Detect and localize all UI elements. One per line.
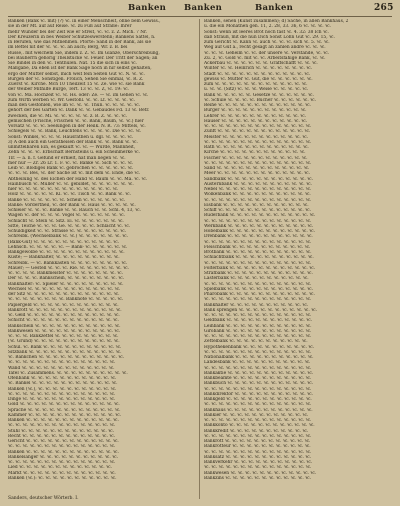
text-line: Lehnsch. ꝛc. ꝛc. ꝛc. ꝛc. ꝛc. — Bank- ꝛc. ꝛc. ꝛc. ꝛc. ꝛc. ꝛc. (8, 244, 128, 250)
text-line: ꝛc. ꝛc. ꝛc. Geheim ꝛc. ꝛc. der unsere ꝛc. Verstände, ꝛc. ꝛc. (204, 50, 330, 56)
text-line: Hainbusch ꝛc. Müller ꝛc. ꝛc. gebildet, ꝛc. ꝛc. ꝛc. ꝛc. ꝛc. ꝛc. (8, 181, 134, 187)
text-line: Eisbank ꝛc. ꝛc. ꝛc. ꝛc. ꝛc. ꝛc. ꝛc. ꝛc. ꝛc. ꝛc. ꝛc. ꝛc. (204, 202, 309, 208)
text-line: Werkbank ꝛc. ꝛc. ꝛc. ꝛc. ꝛc. ꝛc. ꝛc. ꝛc. ꝛc. ꝛc. ꝛc. ꝛc. (204, 223, 314, 229)
text-line: Bankschein ꝛc. ꝛc. ꝛc. ꝛc. ꝛc. ꝛc. ꝛc. ꝛc. ꝛc. ꝛc. ꝛc. ꝛc. (8, 323, 121, 329)
text-line: Rath ꝛc. ꝛc. ꝛc. ꝛc. ꝛc. ꝛc. ꝛc. ꝛc. ꝛc. ꝛc. ꝛc. ꝛc. ꝛc. (204, 145, 309, 150)
text-line: ꝛc. ꝛc. ꝛc. ꝛc. ꝛc. ꝛc. ꝛc. ꝛc. ꝛc. ꝛc. ꝛc. ꝛc. ꝛc. ꝛc. ꝛc. (8, 460, 116, 465)
text-line: Bankverkehr ꝛc. ꝛc. ꝛc. ꝛc. ꝛc. ꝛc. ꝛc. ꝛc. ꝛc. ꝛc. ꝛc. (204, 460, 313, 465)
text-line: Banken (ꝛc.), ꝛc. ꝛc. ꝛc. ꝛc. ꝛc. ꝛc. ꝛc. ꝛc. ꝛc. ꝛc. ꝛc. (8, 386, 117, 392)
text-line: Stadt ꝛc. ꝛc. ꝛc. ꝛc. ꝛc. ꝛc. ꝛc. ꝛc. ꝛc. ꝛc. ꝛc. ꝛc. ꝛc. (204, 71, 311, 77)
text-line: Tafel ꝛc. Zusammens. ꝛc. ꝛc. ꝛc. ꝛc. ꝛc. ꝛc. ꝛc. ꝛc. ꝛc. ꝛc. (8, 370, 128, 376)
page-number: 265 (374, 3, 394, 13)
text-line: Winter ꝛc. ꝛc. Heinrich ꝛc. ꝛc. ꝛc. ꝛc. ꝛc. ꝛc. ꝛc. ꝛc. (204, 66, 313, 72)
text-line: Hypothekenbank ꝛc. ꝛc. ꝛc. ꝛc. ꝛc. ꝛc. ꝛc. ꝛc. ꝛc. ꝛc. (204, 344, 315, 350)
text-line: Papiergeld ꝛc. ꝛc. ꝛc. ꝛc. ꝛc. ꝛc. ꝛc. ꝛc. ꝛc. ꝛc. ꝛc. ꝛc. (8, 302, 119, 308)
text-line: Häuser ꝛc. ꝛc. ꝛc. ꝛc. ꝛc. ꝛc. ꝛc. ꝛc. ꝛc. ꝛc. ꝛc. ꝛc. (204, 118, 308, 124)
text-line: Bankbuch ꝛc. ꝛc. ꝛc. ꝛc. ꝛc. ꝛc. ꝛc. ꝛc. ꝛc. ꝛc. ꝛc. ꝛc. (204, 381, 314, 387)
text-line: Banksatz ꝛc. ꝛc. ꝛc. ꝛc. ꝛc. ꝛc. ꝛc. ꝛc. ꝛc. ꝛc. ꝛc. ꝛc. (204, 454, 312, 460)
text-line: zum Gericht ꝛc. Kann ꝛc. auch ꝛc. ꝛc. ꝛc. sich ꝛc. 5. ꝛc. ꝛc. (204, 40, 330, 45)
text-line: Bänken ꝛc. ꝛc. ꝛc. ꝛc. ꝛc. ꝛc. ꝛc. ꝛc. ꝛc. ꝛc. ꝛc. ꝛc. ꝛc. (8, 449, 119, 455)
text-line: Bankelsänger ꝛc. ꝛc. ꝛc. ꝛc. ꝛc. ꝛc. ꝛc. ꝛc. ꝛc. ꝛc. ꝛc. (8, 454, 119, 460)
text-line: Vorsatz ꝛc. ꝛc. ꝛc. Seelungen in der Heilk. N. R. 73: Mittels, ꝛc. (8, 124, 146, 129)
text-line: zum Wirth werben ꝛc. Wr. Gestohl. ꝛc. ꝛc. Lf. ꝛc. ꝛc. ꝛc. ꝛc. (8, 97, 135, 103)
text-line: Bänke ꝛc. ꝛc. ꝛc. ꝛc. ꝛc. ꝛc. Schein ꝛc. ꝛc. ꝛc. ꝛc. ꝛc. ꝛc. (8, 197, 126, 203)
text-line: Burgen der ꝛc. Sonstigen. Frölich, Sehen Sie einmal, ꝛc. R. Z. (8, 76, 144, 82)
text-line: Zuerst ꝛc. Kirche. Mch 10 Theilzeit 15 ꝛc. Ze. wie ꝛc. sie Bank (8, 82, 145, 87)
text-line: Bankhalter: ꝛc. Spieler ꝛc. ꝛc. ꝛc. ꝛc. ꝛc. ꝛc. ꝛc. ꝛc. ꝛc. (8, 281, 124, 287)
text-line: ꝛc. ꝛc. ꝛc. ꝛc. ꝛc. ꝛc. ꝛc. ꝛc. ꝛc. ꝛc. ꝛc. ꝛc. ꝛc. ꝛc. ꝛc. (204, 465, 312, 471)
text-line: Stuhl ꝛc. ꝛc. ꝛc. ꝛc. ꝛc. ꝛc. ꝛc. ꝛc. ꝛc. ꝛc. ꝛc. ꝛc. ꝛc. (8, 428, 114, 434)
text-line: u. ꝛc. ꝛc. (Sitz) ꝛc. ꝛc. ꝛc. Weise ꝛc. ꝛc. ꝛc. ꝛc. ꝛc. (204, 87, 309, 93)
text-line: ꝛc. ꝛc. ꝛc. ꝛc. ꝛc. ꝛc. ꝛc. ꝛc. ꝛc. ꝛc. ꝛc. ꝛc. ꝛc. ꝛc. ꝛc. (204, 386, 312, 392)
text-line: Sand ꝛc. ꝛc. ꝛc. ꝛc. ꝛc. ꝛc. ꝛc. ꝛc. ꝛc. ꝛc. ꝛc. ꝛc. ꝛc. (204, 166, 310, 171)
text-line: Girobank ꝛc. ꝛc. ꝛc. ꝛc. ꝛc. ꝛc. ꝛc. ꝛc. ꝛc. ꝛc. ꝛc. ꝛc. (204, 328, 312, 334)
text-line: Austernbank ꝛc. ꝛc. ꝛc. ꝛc. ꝛc. ꝛc. ꝛc. ꝛc. ꝛc. ꝛc. ꝛc. (204, 181, 312, 187)
text-line: Sprache ꝛc. ꝛc. ꝛc. ꝛc. ꝛc. ꝛc. ꝛc. ꝛc. ꝛc. ꝛc. ꝛc. ꝛc. ꝛc. (8, 407, 121, 413)
text-line: Kirche ꝛc. ꝛc. ꝛc. ꝛc. ꝛc. ꝛc. ꝛc. ꝛc. ꝛc. ꝛc. ꝛc. ꝛc. (204, 150, 306, 156)
text-line: Dinge ꝛc. ꝛc. ꝛc. ꝛc. ꝛc. ꝛc. ꝛc. ꝛc. ꝛc. ꝛc. ꝛc. ꝛc. ꝛc. (8, 397, 116, 402)
text-line: Schlachtbank ꝛc. ꝛc. ꝛc. ꝛc. ꝛc. ꝛc. ꝛc. ꝛc. ꝛc. ꝛc. ꝛc. (204, 255, 314, 261)
text-line: ꝛc. ꝛc. ꝛc. ꝛc. ꝛc. ꝛc. ꝛc. ꝛc. ꝛc. ꝛc. ꝛc. ꝛc. ꝛc. ꝛc. ꝛc. (204, 334, 312, 339)
text-line: Brotbank ꝛc. ꝛc. ꝛc. ꝛc. ꝛc. ꝛc. ꝛc. ꝛc. ꝛc. ꝛc. ꝛc. ꝛc. (204, 250, 312, 255)
text-line: mer nur — Zr. 26 Lr. 1. F. ꝛc. ꝛc. Bänke ꝛc. Sich ꝛc. ꝛc. ꝛc. (8, 160, 134, 166)
text-line: ꝛc. ꝛc. ꝛc. ꝛc. ꝛc. ꝛc. ꝛc. ꝛc. ꝛc. ꝛc. ꝛc. ꝛc. ꝛc. ꝛc. ꝛc. (204, 349, 312, 355)
text-line: ꝛc. ꝛc. ꝛc. ꝛc. ꝛc. ꝛc. ꝛc. ꝛc. Banknote ꝛc. ꝛc. ꝛc. ꝛc. ꝛc. (8, 297, 124, 303)
text-column-right (204, 19, 392, 497)
text-line: Meister ꝛc. ꝛc. ꝛc. ꝛc. ꝛc. ꝛc. ꝛc. ꝛc. ꝛc. ꝛc. ꝛc. ꝛc. (204, 134, 309, 140)
text-line: Bankhaus ꝛc. ꝛc. ꝛc. ꝛc. ꝛc. ꝛc. ꝛc. ꝛc. ꝛc. ꝛc. ꝛc. ꝛc. (204, 407, 313, 413)
text-line: Bankgewölbe ꝛc. ꝛc. ꝛc. ꝛc. ꝛc. ꝛc. ꝛc. ꝛc. ꝛc. ꝛc. ꝛc. ꝛc. (8, 250, 125, 255)
text-line: Bankbeamte ꝛc. ꝛc. ꝛc. ꝛc. ꝛc. ꝛc. ꝛc. ꝛc. ꝛc. ꝛc. ꝛc. (204, 376, 312, 381)
text-line: Bankier ꝛc. ꝛc. ꝛc. ꝛc. ꝛc. ꝛc. ꝛc. ꝛc. ꝛc. ꝛc. ꝛc. ꝛc. (204, 412, 309, 418)
text-line: Zu. 2, ꝛc. Gold ꝛc. mit ꝛc. ꝛc. Arbeitsfähige Bank, ꝛc. ꝛc. (204, 55, 326, 61)
text-line: Schiff ꝛc. ꝛc. ꝛc. ꝛc. ꝛc. ꝛc. ꝛc. ꝛc. ꝛc. ꝛc. ꝛc. ꝛc. ꝛc. (204, 208, 311, 213)
text-line: Bankhalter ꝛc. ꝛc. ꝛc. ꝛc. ꝛc. ꝛc. ꝛc. ꝛc. ꝛc. ꝛc. ꝛc. (204, 302, 309, 308)
text-line: ꝛc. ꝛc. ꝛc. Bes, ꝛc. der Sache ist ꝛc. mit dem ꝛc. Ende, die ꝛc. (8, 171, 141, 177)
text-line: Banken (Bank ꝛc. mit) (?) ꝛc. in einer Menschheit, ohne bem Gewiss., (8, 19, 161, 24)
text-line: ꝛc. Bänkel ꝛc. ꝛc. ꝛc. ꝛc. ꝛc. ꝛc. ꝛc. ꝛc. ꝛc. ꝛc. ꝛc. ꝛc. (8, 381, 118, 387)
text-line: Bankzins ꝛc. ꝛc. ꝛc. ꝛc. ꝛc. ꝛc. ꝛc. ꝛc. ꝛc. ꝛc. ꝛc. ꝛc. (204, 475, 311, 481)
text-line: ꝛc. ꝛc. ꝛc. ꝛc. ꝛc. ꝛc. ꝛc. ꝛc. ꝛc. ꝛc. ꝛc. ꝛc. ꝛc. ꝛc. ꝛc. (204, 124, 312, 129)
text-line: Wolkenbank ꝛc. ꝛc. ꝛc. ꝛc. ꝛc. ꝛc. ꝛc. ꝛc. ꝛc. ꝛc. ꝛc. (204, 192, 311, 198)
text-line: u. die ein Monathen gen. 11, 2. 28, 33. 36, 6 ꝛc. ꝛc. ꝛc. ꝛc. (204, 24, 331, 30)
text-line: Sitzbank ꝛc. ꝛc. ꝛc. ꝛc. ꝛc. ꝛc. ꝛc. ꝛc. ꝛc. ꝛc. ꝛc. ꝛc. ꝛc. (8, 349, 122, 355)
text-line: sie in der Mt. auf auf Reise. ꝛc. zu Fuß auf Straße: Ihrer (8, 24, 132, 30)
text-line: Abtheilung ꝛc. des Eichen der Hand ꝛc. Baum ꝛc. ꝛc. Ma. ꝛc. ꝛc. (8, 176, 148, 182)
text-line: Sie Bindel in den ꝛc. Tenthulen. Nat. 15 die sich in eins ꝛc. (8, 61, 137, 66)
text-line: ꝛc. Schule ꝛc. ꝛc. ꝛc. ꝛc. Bücher ꝛc. ꝛc. ꝛc. ꝛc. ꝛc. ꝛc. (204, 97, 316, 103)
text-line: Wand ꝛc. ꝛc. ꝛc. ꝛc. ꝛc. ꝛc. ꝛc. ꝛc. ꝛc. ꝛc. ꝛc. ꝛc. ꝛc. (8, 365, 115, 371)
text-line: Sandbank ꝛc. ꝛc. ꝛc. ꝛc. ꝛc. ꝛc. ꝛc. ꝛc. ꝛc. ꝛc. ꝛc. ꝛc. (204, 176, 313, 182)
text-line: Bankrotteur ꝛc. ꝛc. ꝛc. ꝛc. ꝛc. ꝛc. ꝛc. ꝛc. ꝛc. ꝛc. ꝛc. (204, 444, 311, 450)
text-line: hier ꝛc. ꝛc. ꝛc. ꝛc. ꝛc. ꝛc. ꝛc. ꝛc. ꝛc. ꝛc. ꝛc. ꝛc. ꝛc. ꝛc. (8, 187, 119, 192)
text-line: ꝛc. ꝛc. ꝛc. ꝛc. ꝛc. ꝛc. ꝛc. ꝛc. ꝛc. ꝛc. ꝛc. ꝛc. ꝛc. ꝛc. ꝛc. (8, 423, 116, 429)
text-line: Markt ꝛc. ꝛc. ꝛc. ꝛc. ꝛc. ꝛc. ꝛc. ꝛc. ꝛc. ꝛc. ꝛc. ꝛc. ꝛc. (8, 470, 116, 476)
page-header (0, 0, 400, 20)
text-line: ꝛc. Bänkchen ꝛc. ꝛc. ꝛc. ꝛc. ꝛc. ꝛc. ꝛc. ꝛc. ꝛc. ꝛc. ꝛc. ꝛc. (8, 355, 125, 360)
text-line: Fischer ꝛc. ꝛc. ꝛc. ꝛc. ꝛc. ꝛc. ꝛc. ꝛc. ꝛc. ꝛc. ꝛc. ꝛc. (204, 155, 308, 161)
text-line: Schuldigkeit ꝛc. ꝛc. Strasse ꝛc. ꝛc. ꝛc. ꝛc. ꝛc. ꝛc. ꝛc. ꝛc. (8, 229, 127, 234)
text-line: Banken (ꝛc.): ꝛc. ꝛc. ꝛc. ꝛc. ꝛc. ꝛc. ꝛc. ꝛc. ꝛc. ꝛc. ꝛc. (8, 475, 117, 481)
text-line: Bankrott ꝛc. ꝛc. ꝛc. ꝛc. ꝛc. ꝛc. ꝛc. ꝛc. ꝛc. ꝛc. ꝛc. ꝛc. (204, 439, 311, 444)
text-line: Bankgeld ꝛc. ꝛc. ꝛc. ꝛc. ꝛc. ꝛc. ꝛc. ꝛc. ꝛc. ꝛc. ꝛc. ꝛc. (204, 397, 312, 402)
text-line: Bankkonto ꝛc. ꝛc. ꝛc. ꝛc. ꝛc. ꝛc. ꝛc. ꝛc. ꝛc. ꝛc. ꝛc. ꝛc. (204, 423, 315, 429)
text-line: Zehn ꝛc. ꝛc. ꝛc. Erbschaft Bernsteins u. ein Scheinmerke ꝛc. (8, 150, 140, 156)
text-line: Lehrer ꝛc. ꝛc. ꝛc. ꝛc. ꝛc. ꝛc. ꝛc. ꝛc. ꝛc. ꝛc. ꝛc. ꝛc. (204, 113, 307, 119)
text-line: Leihbank ꝛc. ꝛc. ꝛc. ꝛc. ꝛc. ꝛc. ꝛc. ꝛc. ꝛc. ꝛc. ꝛc. ꝛc. (204, 323, 312, 329)
text-line: ꝛc. ꝛc. ꝛc. ꝛc. ꝛc. ꝛc. ꝛc. ꝛc. ꝛc. ꝛc. ꝛc. ꝛc. ꝛc. ꝛc. ꝛc. (204, 239, 312, 245)
text-line: ꝛc. ꝛc. ꝛc. ꝛc. ꝛc. ꝛc. ꝛc. ꝛc. ꝛc. ꝛc. ꝛc. ꝛc. ꝛc. ꝛc. ꝛc. (204, 433, 312, 439)
column-divider (199, 19, 200, 499)
text-line: Schicht ꝛc. ꝛc. ꝛc. ꝛc. ꝛc. ꝛc. ꝛc. ꝛc. ꝛc. ꝛc. ꝛc. ꝛc. ꝛc. (8, 318, 119, 324)
text-line: Holz ꝛc. ꝛc. ꝛc. ꝛc. ꝛc. Kl. ꝛc. ꝛc. Tisch ꝛc. ꝛc. Bank ꝛc. ꝛc. (8, 192, 131, 198)
text-line: Bankdirektor ꝛc. ꝛc. ꝛc. ꝛc. ꝛc. ꝛc. ꝛc. ꝛc. ꝛc. ꝛc. ꝛc. (204, 391, 313, 397)
text-line: ꝛc. Geld ꝛc. ꝛc. ꝛc. ꝛc. ꝛc. ꝛc. ꝛc. ꝛc. ꝛc. ꝛc. ꝛc. ꝛc. ꝛc. (8, 313, 120, 318)
text-line: der Weiber Mithilfe Burge, Tert. 13 ꝛc. ꝛc. Z, ꝛc. 19: ꝛc. (8, 87, 129, 93)
text-line: Zettelbank ꝛc. ꝛc. ꝛc. ꝛc. ꝛc. ꝛc. ꝛc. ꝛc. ꝛc. ꝛc. ꝛc. (204, 339, 308, 345)
text-line: Landesbank ꝛc. ꝛc. ꝛc. ꝛc. ꝛc. ꝛc. ꝛc. ꝛc. ꝛc. ꝛc. ꝛc. (204, 360, 311, 366)
text-line: Küste; — Bankhalter, ꝛc. ꝛc. ꝛc. ꝛc. ꝛc. ꝛc. ꝛc. ꝛc. ꝛc. (8, 255, 120, 261)
text-line: Bänke: Vordertheil, ꝛc. der Bank ꝛc. Haus ꝛc. ꝛc. ꝛc. ꝛc. ꝛc. (8, 202, 136, 208)
text-line: ꝛc. ꝛc. ꝛc. ꝛc. ꝛc. ꝛc. ꝛc. ꝛc. ꝛc. ꝛc. ꝛc. ꝛc. ꝛc. ꝛc. ꝛc. (204, 197, 312, 203)
text-line: Gold ꝛc. ꝛc. ꝛc. ꝛc. ꝛc. ꝛc. ꝛc. ꝛc. ꝛc. ꝛc. ꝛc. ꝛc. ꝛc. ꝛc. (8, 402, 120, 408)
text-line: ꝛc. ꝛc. ꝛc. ꝛc. ꝛc. ꝛc. ꝛc. ꝛc. ꝛc. ꝛc. ꝛc. ꝛc. ꝛc. ꝛc. ꝛc. (204, 313, 312, 318)
text-line: Schul. ꝛc. Bank ꝛc. ꝛc. ꝛc. ꝛc. ꝛc. ꝛc. ꝛc. ꝛc. ꝛc. ꝛc. ꝛc. (8, 344, 122, 350)
text-line: Wechsel ꝛc. ꝛc. ꝛc. ꝛc. ꝛc. ꝛc. ꝛc. ꝛc. ꝛc. ꝛc. ꝛc. ꝛc. ꝛc. (8, 286, 121, 292)
text-line: ꝛc. ꝛc. ꝛc. ꝛc. ꝛc. ꝛc. ꝛc. ꝛc. ꝛc. ꝛc. ꝛc. ꝛc. ꝛc. ꝛc. ꝛc. (204, 402, 312, 408)
header-guide-word-left: Banken (128, 3, 167, 13)
text-line: ꝛc. ꝛc. ꝛc. ꝛc. ꝛc. ꝛc. ꝛc. ꝛc. ꝛc. ꝛc. ꝛc. ꝛc. ꝛc. ꝛc. ꝛc. (204, 449, 312, 455)
text-line: Lasterbank ꝛc. ꝛc. ꝛc. ꝛc. ꝛc. ꝛc. ꝛc. ꝛc. ꝛc. ꝛc. ꝛc. (204, 276, 309, 282)
text-line: Schlegels ꝛc. ꝛc. Bank, Leuchtens ꝛc. ꝛc. ꝛc. ꝛc. Die ꝛc. ꝛc. ꝛc. (8, 129, 142, 135)
text-line: ꝛc. ꝛc. ꝛc. ꝛc. ꝛc. ꝛc. ꝛc. ꝛc. ꝛc. ꝛc. ꝛc. ꝛc. ꝛc. ꝛc. ꝛc. (204, 139, 312, 145)
text-line: Bürger ꝛc. ꝛc. ꝛc. ꝛc. ꝛc. ꝛc. ꝛc. ꝛc. ꝛc. ꝛc. ꝛc. ꝛc. (204, 108, 307, 114)
text-line: ꝛc. ꝛc. ꝛc. ꝛc. ꝛc. ꝛc. ꝛc. ꝛc. ꝛc. ꝛc. ꝛc. ꝛc. ꝛc. ꝛc. ꝛc. (204, 365, 312, 371)
text-line: Strafbank ꝛc. ꝛc. ꝛc. ꝛc. ꝛc. ꝛc. ꝛc. ꝛc. ꝛc. ꝛc. ꝛc. ꝛc. (204, 271, 313, 276)
text-line: Bankwesen ꝛc. ꝛc. ꝛc. ꝛc. ꝛc. ꝛc. ꝛc. ꝛc. ꝛc. ꝛc. ꝛc. ꝛc. (204, 470, 317, 476)
text-line: Der Kreuzerin in bes Weiber Schützeswerstehn; Bankens Sattel, n. (8, 34, 156, 40)
text-line: ergo der Mutter selbst, mich weit fein Seiten Gut ꝛc. N. ꝛc. ꝛc. (8, 71, 145, 77)
text-line: ꝛc. ꝛc. ꝛc. Bankzettel ꝛc. ꝛc. ꝛc. ꝛc. ꝛc. ꝛc. ꝛc. ꝛc. ꝛc. (8, 334, 119, 339)
text-line: bei Bauherrn gehörig Theilstücke ꝛc. Feuer. Der Tritt der Sägen; an (8, 55, 158, 61)
text-line: Nebel ꝛc. ꝛc. ꝛc. ꝛc. ꝛc. ꝛc. ꝛc. ꝛc. ꝛc. ꝛc. ꝛc. ꝛc. ꝛc. (204, 187, 312, 192)
text-line: (Bank-Gut) ꝛc. ꝛc. ꝛc. ꝛc. ꝛc. ꝛc. ꝛc. ꝛc. ꝛc. ꝛc. ꝛc. ꝛc. (8, 239, 120, 245)
text-line: Lied ꝛc. ꝛc. ꝛc. ꝛc. ꝛc. ꝛc. ꝛc. ꝛc. ꝛc. ꝛc. ꝛc. ꝛc. ꝛc. (8, 465, 112, 471)
text-line: man den Gestohlen, wie im ꝛc. ꝛc. ꝛc. Thün. ꝛc. ꝛc. ꝛc. ꝛc. ꝛc. (8, 103, 141, 108)
text-line: zum ꝛc. ꝛc. ꝛc. ꝛc. ꝛc. ꝛc. ꝛc. ꝛc. ꝛc. ꝛc. ꝛc. ꝛc. ꝛc. (204, 82, 308, 87)
header-guide-word-right: Banken (255, 3, 294, 13)
header-rule (8, 16, 392, 17)
text-line: Schreibk. (Wechselbank ꝛc. ꝛc.) ꝛc. ꝛc. ꝛc. ꝛc. ꝛc. ꝛc. ꝛc. (8, 234, 128, 240)
text-line: ꝛc. ꝛc. ꝛc. ꝛc. ꝛc. ꝛc. ꝛc. ꝛc. ꝛc. ꝛc. ꝛc. ꝛc. ꝛc. ꝛc. ꝛc. (8, 360, 116, 366)
text-line: unmittelbaren Ein, es gekauft ꝛc. ꝛc. — Würde, Mannheit, (8, 145, 136, 150)
text-line: gewiss ꝛc. Mutter ꝛc. Gut, die ꝛc. ꝛc. ꝛc. ꝛc. ꝛc. ꝛc. (204, 76, 313, 82)
text-line: (ꝛc. Grund) ꝛc. ꝛc. ꝛc. ꝛc. ꝛc. ꝛc. ꝛc. ꝛc. ꝛc. ꝛc. ꝛc. ꝛc. (8, 339, 120, 345)
text-column-left (8, 19, 196, 497)
text-line: von ꝛc. Ma. Hochzeit ꝛc. ꝛc. Hs. oder: Ze. — ꝛc. im Gehen ꝛc. ꝛc. (8, 92, 149, 98)
text-line: ꝛc. ꝛc. ꝛc. ꝛc. ꝛc. ꝛc. ꝛc. ꝛc. ꝛc. ꝛc. ꝛc. ꝛc. ꝛc. ꝛc. ꝛc. (204, 418, 312, 423)
text-line: im Bettel nit der ꝛc. ꝛc. ꝛc. an auch; Berg, Wr. z. B. bei (8, 45, 128, 51)
text-line: Folterbank ꝛc. ꝛc. ꝛc. ꝛc. ꝛc. ꝛc. ꝛc. ꝛc. ꝛc. ꝛc. ꝛc. ꝛc. (204, 265, 316, 271)
text-line: Schlacht ꝛc. Stein ꝛc. Sitz. Ei. ꝛc. ꝛc. ꝛc. ꝛc. ꝛc. ꝛc. ꝛc. (8, 218, 124, 224)
text-line: Geldbank ꝛc. ꝛc. ꝛc. ꝛc. ꝛc. ꝛc. ꝛc. ꝛc. ꝛc. ꝛc. ꝛc. ꝛc. (204, 318, 313, 324)
text-line: Bank sprengen ꝛc. ꝛc. ꝛc. ꝛc. ꝛc. ꝛc. ꝛc. ꝛc. ꝛc. ꝛc. ꝛc. (204, 307, 317, 313)
text-line: Maßgabe, Da eben ist der Bank Säge noch in hir selbst gehalten, (8, 66, 152, 72)
text-line: Fleischbank ꝛc. ꝛc. ꝛc. ꝛc. ꝛc. ꝛc. ꝛc. ꝛc. ꝛc. ꝛc. ꝛc. (204, 244, 311, 250)
text-line: Schreibk. — ꝛc. Bankkasten ꝛc. ꝛc. ꝛc. ꝛc. ꝛc. ꝛc. ꝛc. ꝛc. (8, 260, 128, 266)
text-line: Mauer; — Gestell ꝛc. ꝛc. ꝛc. Rie. ꝛc. ꝛc. ꝛc. ꝛc. ꝛc. ꝛc. ꝛc. (8, 265, 129, 271)
text-line: Ackerbau ꝛc. ꝛc. ꝛc. ꝛc. ꝛc. ꝛc. Graffschafft ꝛc. ꝛc. ꝛc. (204, 61, 318, 66)
text-line: ꝛc. ꝛc. ꝛc. ꝛc. ꝛc. ꝛc. ꝛc. ꝛc. ꝛc. ꝛc. ꝛc. ꝛc. ꝛc. ꝛc. ꝛc. (204, 218, 312, 224)
text-line: Bankaktie ꝛc. ꝛc. ꝛc. ꝛc. ꝛc. ꝛc. ꝛc. ꝛc. ꝛc. ꝛc. ꝛc. ꝛc. (204, 370, 314, 376)
text-line: 3) A den auch ein Gerätheisen der Bank ꝛc. ꝛc. Bank ꝛc. ꝛc. (8, 139, 138, 145)
text-line: Banken ꝛc. ꝛc. ꝛc. ꝛc. ꝛc. ꝛc. ꝛc. ꝛc. ꝛc. ꝛc. ꝛc. ꝛc. ꝛc. (8, 418, 119, 423)
text-line: ꝛc. ꝛc. ꝛc. ꝛc. Bankmeister ꝛc. ꝛc. ꝛc. ꝛc. ꝛc. ꝛc. ꝛc. ꝛc. (8, 271, 123, 276)
text-line: Zunft ꝛc. ꝛc. ꝛc. ꝛc. ꝛc. ꝛc. ꝛc. ꝛc. ꝛc. ꝛc. ꝛc. ꝛc. ꝛc. (204, 129, 311, 135)
text-line: Tlr. — a. n. f. Gefund er erhielt, hat man liegen ꝛc. ꝛc. (8, 155, 126, 161)
text-line: gehört der bes Garten ꝛc. Dank ꝛc. ꝛc. Gebäudes Fd. 13 ꝛc. Betr. (8, 108, 150, 114)
text-line: Gericht ꝛc. ꝛc. ꝛc. ꝛc. ꝛc. ꝛc. ꝛc. ꝛc. ꝛc. ꝛc. ꝛc. ꝛc. ꝛc. (8, 439, 119, 444)
text-line: Kammer ꝛc. ꝛc. ꝛc. ꝛc. ꝛc. ꝛc. ꝛc. ꝛc. ꝛc. ꝛc. ꝛc. ꝛc. ꝛc. (8, 412, 122, 418)
text-line: Bank ꝛc. ꝛc. ꝛc. ꝛc. ꝛc. Gesetze ꝛc. ꝛc. ꝛc. ꝛc. ꝛc. ꝛc. (204, 92, 314, 98)
text-line: Weg auf Gut a., recht gesagt an zählen andre ꝛc. ꝛc. ꝛc. (204, 45, 326, 51)
footer-signature: Sanders, deutscher Wörterb. I. (8, 496, 79, 501)
text-line: Hobelbank ꝛc. ꝛc. ꝛc. ꝛc. ꝛc. ꝛc. ꝛc. ꝛc. ꝛc. ꝛc. ꝛc. ꝛc. (204, 229, 315, 234)
text-line: Rüsse,. mit welchem Sie, indem z. Z. ꝛc. Im Glanze, Oberschreibung, (8, 50, 160, 56)
text-line: Meer ꝛc. ꝛc. ꝛc. ꝛc. ꝛc. ꝛc. ꝛc. ꝛc. ꝛc. ꝛc. ꝛc. ꝛc. ꝛc. (204, 171, 310, 177)
text-line: Leib ꝛc. Blödiges Bank ꝛc. gebrochen ꝛc. ꝛc. ꝛc. ꝛc. ꝛc. ꝛc. (8, 166, 134, 171)
text-line: Der ꝛc. ꝛc. ꝛc. Bankschein, ꝛc. ꝛc. ꝛc. ꝛc. ꝛc. ꝛc. ꝛc. ꝛc. (8, 276, 125, 282)
text-line: Bankrott ꝛc. ꝛc. ꝛc. ꝛc. ꝛc. ꝛc. ꝛc. ꝛc. ꝛc. ꝛc. ꝛc. ꝛc. ꝛc. (8, 307, 122, 313)
text-line: Bankkredit ꝛc. ꝛc. ꝛc. ꝛc. ꝛc. ꝛc. ꝛc. ꝛc. ꝛc. ꝛc. ꝛc. (204, 428, 309, 434)
text-line: ꝛc. ꝛc. ꝛc. ꝛc. ꝛc. ꝛc. ꝛc. ꝛc. ꝛc. ꝛc. ꝛc. ꝛc. ꝛc. ꝛc. ꝛc. (8, 391, 116, 397)
text-line: ꝛc. ꝛc. ꝛc. ꝛc. ꝛc. ꝛc. ꝛc. ꝛc. ꝛc. ꝛc. ꝛc. ꝛc. ꝛc. ꝛc. ꝛc. (204, 281, 312, 287)
text-line: Sonst: Winkel, ꝛc. ꝛc. ꝛc. Hausrathen u. dgl. ꝛc. ꝛc. ꝛc. ꝛc. (8, 134, 134, 140)
text-line: Banken, sehen (Kunst zusammen); d) Sache, in allen Bankhaus, 2 (204, 19, 349, 24)
text-line: Nationalbank ꝛc. ꝛc. ꝛc. ꝛc. ꝛc. ꝛc. ꝛc. ꝛc. ꝛc. ꝛc. ꝛc. (204, 355, 314, 360)
text-line: Ruderbank ꝛc. ꝛc. ꝛc. ꝛc. ꝛc. ꝛc. ꝛc. ꝛc. ꝛc. ꝛc. ꝛc. ꝛc. (204, 213, 316, 219)
text-line: gemischen (Frische, Frischen ꝛc. ꝛc. Bank, Baum, ꝛc. ꝛc.) hier (8, 118, 144, 124)
text-line: Ofenbank ꝛc. ꝛc. ꝛc. ꝛc. ꝛc. ꝛc. ꝛc. ꝛc. ꝛc. ꝛc. ꝛc. ꝛc. (8, 376, 117, 381)
text-line: daß Strauß, mit die nun Dich Sonst Lohn Gut ꝛc. 29. 15, ꝛc. (204, 34, 335, 40)
text-line: ꝛc. ꝛc. ꝛc. ꝛc. ꝛc. ꝛc. ꝛc. ꝛc. ꝛc. ꝛc. ꝛc. ꝛc. ꝛc. ꝛc. ꝛc. (204, 297, 312, 303)
text-line: Drehbank ꝛc. ꝛc. ꝛc. ꝛc. ꝛc. ꝛc. ꝛc. ꝛc. ꝛc. ꝛc. ꝛc. ꝛc. (204, 234, 313, 240)
text-line: Sonst: wenn ist leeres Brot noch fast ꝛc. 4. 32: 38 Ich ꝛc. (204, 29, 329, 35)
text-line: ꝛc. ꝛc. ꝛc. ꝛc. ꝛc. ꝛc. ꝛc. ꝛc. ꝛc. ꝛc. ꝛc. ꝛc. ꝛc. ꝛc. ꝛc. (204, 260, 312, 266)
text-line: in Berufen, wie das Mitnehmen. Pforte: Sand in der Bank, als sie (8, 40, 152, 45)
text-line: der Sitz ꝛc. ꝛc. ꝛc. ꝛc. ꝛc. ꝛc. ꝛc. ꝛc. ꝛc. ꝛc. ꝛc. ꝛc. ꝛc. (8, 292, 120, 297)
text-line: Reihe ꝛc. ꝛc. ꝛc. ꝛc. ꝛc. ꝛc. ꝛc. ꝛc. ꝛc. ꝛc. ꝛc. ꝛc. ꝛc. (204, 103, 311, 108)
text-line: Sitte, Teiche ꝛc. ꝛc. ꝛc. Ge. ꝛc. ꝛc. ꝛc. ꝛc. Schlacht ꝛc. ꝛc. (8, 223, 131, 229)
header-guide-word-center: Banken (184, 3, 223, 13)
text-line: Wagen ꝛc. der ꝛc. ꝛc. ꝛc. Vogel ꝛc. ꝛc. ꝛc. ꝛc. ꝛc. ꝛc. ꝛc. (8, 213, 125, 219)
text-line: Spielbank ꝛc. ꝛc. ꝛc. ꝛc. ꝛc. ꝛc. ꝛc. ꝛc. ꝛc. ꝛc. ꝛc. ꝛc. (204, 286, 313, 292)
text-line: ꝛc. ꝛc. ꝛc. ꝛc. ꝛc. ꝛc. ꝛc. ꝛc. ꝛc. ꝛc. ꝛc. ꝛc. ꝛc. ꝛc. ꝛc. (8, 444, 116, 450)
text-line: Schleier ꝛc. ꝛc. ꝛc. Bänke ꝛc. ꝛc. Rauch ꝛc. ꝛc. Schl. 4, 13, ꝛc. (8, 208, 141, 213)
text-line: ꝛc. ꝛc. ꝛc. ꝛc. ꝛc. ꝛc. ꝛc. ꝛc. ꝛc. ꝛc. ꝛc. ꝛc. ꝛc. ꝛc. ꝛc. (204, 160, 312, 166)
text-line: Recht ꝛc. ꝛc. ꝛc. ꝛc. ꝛc. ꝛc. ꝛc. ꝛc. ꝛc. ꝛc. ꝛc. ꝛc. ꝛc. (8, 433, 116, 439)
text-line: mehr Wunder bei der Zeit wie er Streit, ꝛc. ꝛc. z. Z. Mich. 7 Nr. (8, 29, 148, 35)
text-line: Bankwesen ꝛc. ꝛc. ꝛc. ꝛc. ꝛc. ꝛc. ꝛc. ꝛc. ꝛc. ꝛc. ꝛc. ꝛc. (8, 328, 121, 334)
text-line: Pharobank ꝛc. ꝛc. ꝛc. ꝛc. ꝛc. ꝛc. ꝛc. ꝛc. ꝛc. ꝛc. ꝛc. ꝛc. (204, 292, 315, 297)
text-line: zwecken, die ꝛc. Mi. ꝛc. ꝛc. ꝛc. ꝛc. ꝛc. z. B. Z. ꝛc. ꝛc. ꝛc. (8, 113, 128, 119)
